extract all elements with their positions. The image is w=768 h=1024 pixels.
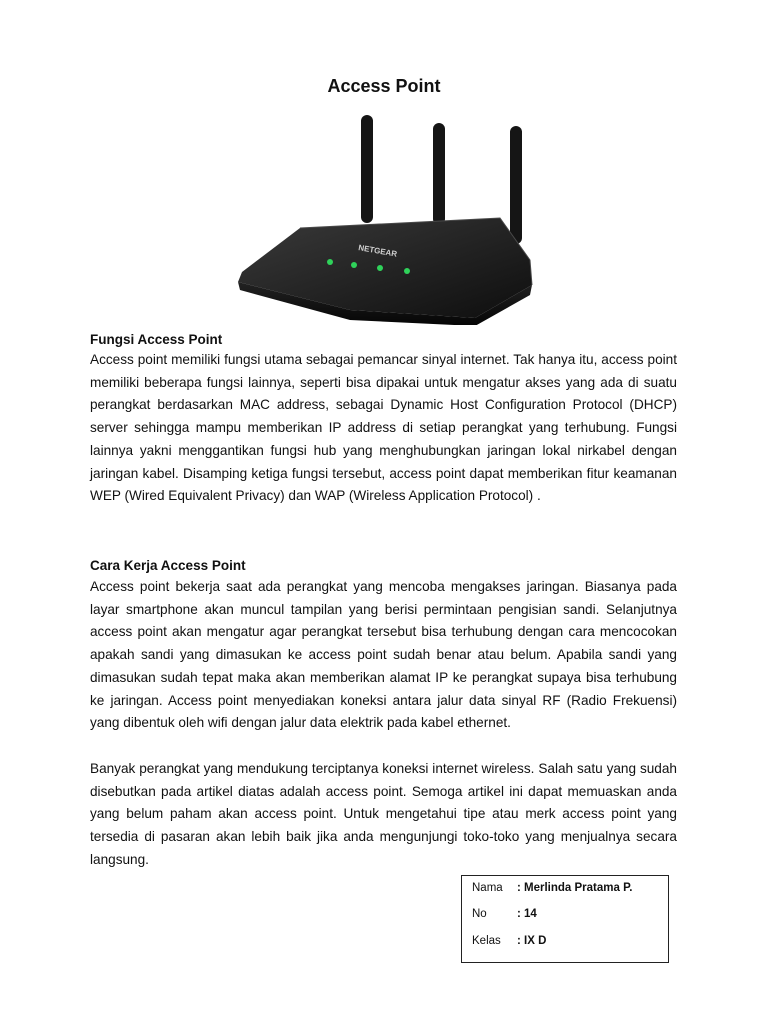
student-info-box [461, 875, 669, 963]
paragraph-cara-kerja-1: Access point bekerja saat ada perangkat yang mencoba mengakses jaringan. Biasanya pada layar smartphone akan muncul tampilan yang berisi permintaan pengisian sandi. Selanjutnya access point akan mengatur agar perangkat tersebut bisa terhubung dengan cara mencocokan apakah sandi yang dimasukan ke access point sudah benar atau belum. Apabila sandi yang dimasukan sudah tepat maka akan memberikan alamat IP ke perangkat supaya bisa terhubung ke jaringan. Access point menyediakan koneksi antara jalur data sinyal RF (Radio Frekuensi) yang dibentuk oleh wifi dengan jalur data elektrik pada kabel ethernet. [90, 579, 677, 731]
info-label: Kelas [472, 935, 501, 947]
info-label: No [472, 908, 487, 920]
router-brand-label: NETGEAR [357, 243, 398, 259]
led-icon [351, 262, 357, 268]
paragraph-fungsi: Access point memiliki fungsi utama sebagai pemancar sinyal internet. Tak hanya itu, access point memiliki beberapa fungsi lainnya, seperti bisa dipakai untuk mengatur akses yang ada di suatu perangkat berdasarkan MAC address, sebagai Dynamic Host Configuration Protocol (DHCP) server sehingga mampu memberikan IP address di setiap perangkat yang terhubung. Fungsi lainnya yakni menggantikan fungsi hub yang menghubungkan jaringan lokal nirkabel dengan jaringan kabel. Disamping ketiga fungsi tersebut, access point dapat memberikan fitur keamanan WEP (Wired Equivalent Privacy) dan WAP (Wireless Application Protocol) . [90, 352, 677, 504]
antenna-middle [433, 123, 445, 225]
led-icon [404, 268, 410, 274]
paragraph-cara-kerja-2: Banyak perangkat yang mendukung terciptanya koneksi internet wireless. Salah satu yang sudah disebutkan pada artikel diatas adalah access point. Semoga artikel ini dapat memuaskan anda yang belum paham akan access point. Untuk mengetahui tipe atau merk access point yang tersedia di pasaran akan lebih baik jika anda mengunjungi toko-toko yang menjualnya secara langsung. [90, 761, 677, 867]
antenna-right [510, 126, 522, 244]
led-icon [377, 265, 383, 271]
document-title: Access Point [327, 76, 441, 96]
antenna-left [361, 115, 373, 223]
section-heading-cara-kerja: Cara Kerja Access Point [90, 558, 246, 573]
info-value: : Merlinda Pratama P. [517, 882, 633, 894]
section-heading-fungsi: Fungsi Access Point [90, 332, 223, 347]
info-label: Nama [472, 882, 503, 894]
led-icon [327, 259, 333, 265]
router-image [230, 110, 540, 325]
info-value: : IX D [517, 935, 547, 947]
info-value: : 14 [517, 908, 537, 920]
